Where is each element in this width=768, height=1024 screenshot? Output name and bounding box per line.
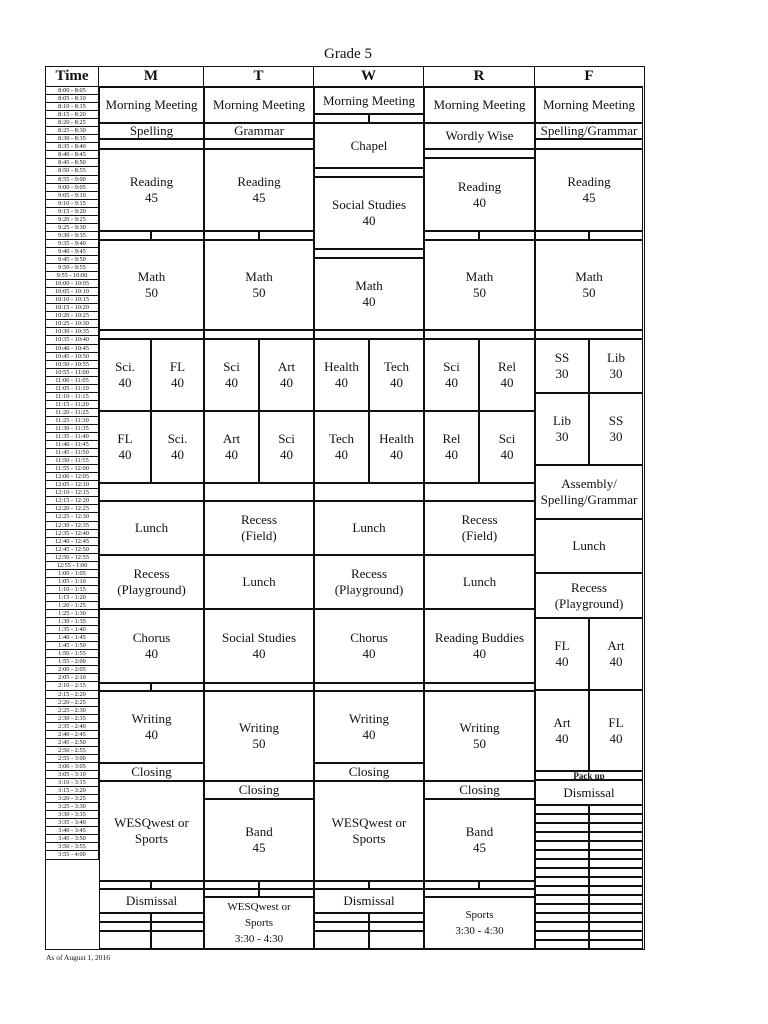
monday-closing: Closing (99, 763, 204, 781)
thursday-recess: Recess (Field) (424, 501, 535, 555)
friday-gap (535, 859, 589, 868)
wednesday-gap (369, 922, 424, 931)
time-slot: 12:45 - 12:50 (46, 546, 98, 554)
wednesday-gap (314, 168, 424, 177)
monday-gap (151, 231, 204, 240)
friday-art: Art 40 (589, 618, 643, 690)
wednesday-lunch: Lunch (314, 501, 424, 555)
friday-gap (589, 913, 643, 922)
time-slot: 2:20 - 2:25 (46, 699, 98, 707)
friday-french: FL 40 (589, 690, 643, 771)
tuesday-math: Math 50 (204, 240, 314, 330)
wednesday-health: Health 40 (314, 339, 369, 411)
time-slot: 12:35 - 12:40 (46, 530, 98, 538)
thursday-gap (479, 231, 535, 240)
time-slot: 10:45 - 10:50 (46, 353, 98, 361)
friday-pack-up: Pack up (535, 771, 643, 780)
time-slot: 12:10 - 12:15 (46, 489, 98, 497)
monday-gap (99, 931, 151, 949)
friday-gap (535, 850, 589, 859)
thursday-religion: Rel 40 (479, 339, 535, 411)
time-slot: 2:45 - 2:50 (46, 739, 98, 747)
friday-recess: Recess (Playground) (535, 573, 643, 618)
header-friday: F (535, 67, 643, 87)
time-slot: 12:55 - 1:00 (46, 562, 98, 570)
wednesday-gap (369, 114, 424, 123)
time-slot: 1:40 - 1:45 (46, 634, 98, 642)
time-slot: 11:20 - 11:25 (46, 409, 98, 417)
time-slot: 12:50 - 12:55 (46, 554, 98, 562)
friday-gap (535, 805, 589, 814)
monday-science: Sci. 40 (151, 411, 204, 483)
wednesday-gap (369, 913, 424, 922)
tuesday-gap (204, 231, 259, 240)
monday-gap (99, 483, 204, 501)
time-slot: 2:40 - 2:45 (46, 731, 98, 739)
time-slot: 9:05 - 9:10 (46, 192, 98, 200)
monday-gap (151, 931, 204, 949)
thursday-gap (424, 683, 535, 691)
tuesday-wesqwest: WESQwest or Sports 3:30 - 4:30 (204, 897, 314, 949)
time-slot: 1:15 - 1:20 (46, 594, 98, 602)
time-slot: 10:30 - 10:35 (46, 328, 98, 336)
time-slot: 9:40 - 9:45 (46, 248, 98, 256)
tuesday-science: Sci 40 (259, 411, 314, 483)
header-thursday: R (424, 67, 535, 87)
tuesday-recess: Recess (Field) (204, 501, 314, 555)
wednesday-gap (314, 483, 424, 501)
time-slot: 11:10 - 11:15 (46, 393, 98, 401)
friday-gap (535, 940, 589, 949)
time-slot: 1:50 - 1:55 (46, 650, 98, 658)
time-slot: 12:20 - 12:25 (46, 505, 98, 513)
wednesday-gap (369, 881, 424, 889)
time-slot: 10:55 - 11:00 (46, 369, 98, 377)
wednesday-gap (314, 114, 369, 123)
time-slot: 9:10 - 9:15 (46, 200, 98, 208)
time-slot: 9:30 - 9:35 (46, 232, 98, 240)
friday-gap (535, 886, 589, 895)
time-slot: 3:20 - 3:25 (46, 795, 98, 803)
wednesday-gap (314, 683, 424, 691)
time-slot: 11:25 - 11:30 (46, 417, 98, 425)
wednesday-health: Health 40 (369, 411, 424, 483)
time-slot: 3:40 - 3:45 (46, 827, 98, 835)
time-slot: 12:25 - 12:30 (46, 513, 98, 521)
time-slot: 12:40 - 12:45 (46, 538, 98, 546)
friday-gap (535, 823, 589, 832)
monday-writing: Writing 40 (99, 691, 204, 763)
friday-gap (535, 231, 589, 240)
time-slot: 3:25 - 3:30 (46, 803, 98, 811)
time-slot: 3:05 - 3:10 (46, 771, 98, 779)
thursday-gap (424, 149, 535, 158)
monday-gap (99, 881, 151, 889)
friday-gap (535, 330, 643, 339)
friday-gap (589, 931, 643, 940)
thursday-wordly-wise: Wordly Wise (424, 123, 535, 149)
friday-gap (589, 805, 643, 814)
time-slot: 11:45 - 11:50 (46, 449, 98, 457)
friday-gap (535, 814, 589, 823)
time-slot: 3:35 - 3:40 (46, 819, 98, 827)
time-slot: 2:50 - 2:55 (46, 747, 98, 755)
tuesday-grammar: Grammar (204, 123, 314, 139)
tuesday-gap (204, 683, 314, 691)
friday-spelling-grammar: Spelling/Grammar (535, 123, 643, 139)
tuesday-gap (259, 889, 314, 897)
friday-gap (535, 922, 589, 931)
time-slot: 1:05 - 1:10 (46, 578, 98, 586)
tuesday-gap (204, 139, 314, 149)
time-slot: 9:00 - 9:05 (46, 184, 98, 192)
thursday-writing: Writing 50 (424, 691, 535, 781)
time-slot: 11:00 - 11:05 (46, 377, 98, 385)
header-tuesday: T (204, 67, 314, 87)
tuesday-science: Sci 40 (204, 339, 259, 411)
tuesday-gap (259, 881, 314, 889)
wednesday-tech: Tech 40 (314, 411, 369, 483)
friday-gap (535, 841, 589, 850)
time-slot: 8:20 - 8:25 (46, 119, 98, 127)
thursday-gap (424, 483, 535, 501)
time-slot: 2:00 - 2:05 (46, 666, 98, 674)
time-slot: 3:50 - 3:55 (46, 843, 98, 851)
time-slot: 1:20 - 1:25 (46, 602, 98, 610)
time-slot: 2:25 - 2:30 (46, 707, 98, 715)
time-slot: 11:15 - 11:20 (46, 401, 98, 409)
thursday-reading: Reading 40 (424, 158, 535, 231)
friday-assembly: Assembly/ Spelling/Grammar (535, 465, 643, 519)
time-slot: 3:55 - 4:00 (46, 851, 98, 859)
schedule-grid (45, 66, 645, 950)
tuesday-gap (259, 231, 314, 240)
wednesday-gap (314, 922, 369, 931)
friday-gap (589, 868, 643, 877)
time-slot: 8:55 - 9:00 (46, 176, 98, 184)
friday-gap (589, 895, 643, 904)
monday-gap (99, 139, 204, 149)
thursday-gap (479, 881, 535, 889)
time-slot: 11:40 - 11:45 (46, 441, 98, 449)
friday-morning-meeting: Morning Meeting (535, 87, 643, 123)
friday-gap (535, 913, 589, 922)
time-slot: 8:25 - 8:30 (46, 127, 98, 135)
time-slot: 11:50 - 11:55 (46, 457, 98, 465)
time-slot: 12:15 - 12:20 (46, 497, 98, 505)
thursday-lunch: Lunch (424, 555, 535, 609)
thursday-science: Sci 40 (424, 339, 479, 411)
tuesday-gap (204, 889, 259, 897)
tuesday-social-studies: Social Studies 40 (204, 609, 314, 683)
friday-gap (589, 832, 643, 841)
tuesday-gap (204, 483, 314, 501)
tuesday-gap (204, 881, 259, 889)
time-slot: 10:15 - 10:20 (46, 304, 98, 312)
time-slot: 1:25 - 1:30 (46, 610, 98, 618)
thursday-gap (424, 889, 535, 897)
wednesday-wesqwest: WESQwest or Sports (314, 781, 424, 881)
page-title: Grade 5 (324, 46, 372, 62)
time-slot: 9:45 - 9:50 (46, 256, 98, 264)
time-slot: 8:45 - 8:50 (46, 159, 98, 167)
friday-gap (535, 832, 589, 841)
time-slot: 2:30 - 2:35 (46, 715, 98, 723)
time-slot: 8:35 - 8:40 (46, 143, 98, 151)
monday-gap (99, 913, 151, 922)
time-slot: 8:15 - 8:20 (46, 111, 98, 119)
monday-science: Sci. 40 (99, 339, 151, 411)
monday-gap (99, 922, 151, 931)
time-slot: 1:45 - 1:50 (46, 642, 98, 650)
monday-chorus: Chorus 40 (99, 609, 204, 683)
time-slot: 10:35 - 10:40 (46, 336, 98, 344)
time-slot: 3:10 - 3:15 (46, 779, 98, 787)
time-slot: 9:35 - 9:40 (46, 240, 98, 248)
friday-reading: Reading 45 (535, 149, 643, 231)
monday-gap (99, 683, 151, 691)
time-slot: 12:05 - 12:10 (46, 481, 98, 489)
time-slot: 10:25 - 10:30 (46, 320, 98, 328)
time-slot: 1:55 - 2:00 (46, 658, 98, 666)
time-slot: 2:15 - 2:20 (46, 691, 98, 699)
monday-gap (151, 881, 204, 889)
wednesday-gap (314, 330, 424, 339)
wednesday-dismissal: Dismissal (314, 889, 424, 913)
thursday-morning-meeting: Morning Meeting (424, 87, 535, 123)
friday-gap (589, 850, 643, 859)
friday-gap (589, 922, 643, 931)
thursday-gap (424, 881, 479, 889)
monday-french: FL 40 (99, 411, 151, 483)
tuesday-writing: Writing 50 (204, 691, 314, 781)
friday-lunch: Lunch (535, 519, 643, 573)
wednesday-chapel: Chapel (314, 123, 424, 168)
monday-reading: Reading 45 (99, 149, 204, 231)
time-slot: 8:30 - 8:35 (46, 135, 98, 143)
time-slot: 10:05 - 10:10 (46, 288, 98, 296)
time-slot: 9:15 - 9:20 (46, 208, 98, 216)
wednesday-chorus: Chorus 40 (314, 609, 424, 683)
time-slot: 1:00 - 1:05 (46, 570, 98, 578)
time-slot: 3:00 - 3:05 (46, 763, 98, 771)
thursday-sports: Sports 3:30 - 4:30 (424, 897, 535, 949)
friday-gap (589, 877, 643, 886)
tuesday-art: Art 40 (204, 411, 259, 483)
wednesday-math: Math 40 (314, 258, 424, 330)
tuesday-lunch: Lunch (204, 555, 314, 609)
friday-gap (589, 231, 643, 240)
monday-gap (99, 330, 204, 339)
thursday-reading-buddies: Reading Buddies 40 (424, 609, 535, 683)
monday-gap (151, 922, 204, 931)
time-slot: 3:15 - 3:20 (46, 787, 98, 795)
time-column (46, 87, 99, 860)
friday-social-studies: SS 30 (589, 393, 643, 465)
monday-gap (151, 683, 204, 691)
time-slot: 10:10 - 10:15 (46, 296, 98, 304)
time-slot: 11:05 - 11:10 (46, 385, 98, 393)
friday-gap (535, 868, 589, 877)
time-slot: 8:00 - 8:05 (46, 87, 98, 95)
time-slot: 11:55 - 12:00 (46, 465, 98, 473)
monday-math: Math 50 (99, 240, 204, 330)
header-wednesday: W (314, 67, 424, 87)
monday-gap (151, 913, 204, 922)
time-slot: 2:05 - 2:10 (46, 674, 98, 682)
monday-morning-meeting: Morning Meeting (99, 87, 204, 123)
time-slot: 3:30 - 3:35 (46, 811, 98, 819)
time-slot: 11:30 - 11:35 (46, 425, 98, 433)
friday-math: Math 50 (535, 240, 643, 330)
thursday-closing: Closing (424, 781, 535, 799)
friday-social-studies: SS 30 (535, 339, 589, 393)
time-slot: 10:20 - 10:25 (46, 312, 98, 320)
time-slot: 2:10 - 2:15 (46, 682, 98, 690)
time-slot: 9:50 - 9:55 (46, 264, 98, 272)
thursday-science: Sci 40 (479, 411, 535, 483)
tuesday-morning-meeting: Morning Meeting (204, 87, 314, 123)
time-slot: 1:35 - 1:40 (46, 626, 98, 634)
time-slot: 2:55 - 3:00 (46, 755, 98, 763)
time-slot: 9:55 - 10:00 (46, 272, 98, 280)
time-slot: 8:50 - 8:55 (46, 167, 98, 175)
header-time: Time (46, 67, 99, 87)
friday-art: Art 40 (535, 690, 589, 771)
friday-gap (535, 931, 589, 940)
friday-gap (589, 841, 643, 850)
wednesday-morning-meeting: Morning Meeting (314, 87, 424, 114)
wednesday-gap (314, 249, 424, 258)
friday-gap (589, 904, 643, 913)
friday-gap (589, 823, 643, 832)
friday-gap (589, 814, 643, 823)
time-slot: 8:10 - 8:15 (46, 103, 98, 111)
friday-gap (535, 877, 589, 886)
time-slot: 10:40 - 10:45 (46, 345, 98, 353)
time-slot: 8:40 - 8:45 (46, 151, 98, 159)
wednesday-gap (369, 931, 424, 949)
monday-spelling: Spelling (99, 123, 204, 139)
time-slot: 2:35 - 2:40 (46, 723, 98, 731)
tuesday-reading: Reading 45 (204, 149, 314, 231)
friday-gap (535, 904, 589, 913)
header-monday: M (99, 67, 204, 87)
time-slot: 9:20 - 9:25 (46, 216, 98, 224)
thursday-gap (424, 330, 535, 339)
friday-gap (535, 139, 643, 149)
monday-dismissal: Dismissal (99, 889, 204, 913)
wednesday-closing: Closing (314, 763, 424, 781)
time-slot: 11:35 - 11:40 (46, 433, 98, 441)
friday-gap (535, 895, 589, 904)
wednesday-recess: Recess (Playground) (314, 555, 424, 609)
monday-wesqwest: WESQwest or Sports (99, 781, 204, 881)
friday-dismissal: Dismissal (535, 780, 643, 805)
wednesday-social-studies: Social Studies 40 (314, 177, 424, 249)
monday-french: FL 40 (151, 339, 204, 411)
friday-gap (589, 940, 643, 949)
thursday-band: Band 45 (424, 799, 535, 881)
time-slot: 8:05 - 8:10 (46, 95, 98, 103)
monday-recess: Recess (Playground) (99, 555, 204, 609)
time-slot: 12:00 - 12:05 (46, 473, 98, 481)
monday-lunch: Lunch (99, 501, 204, 555)
friday-gap (589, 859, 643, 868)
time-slot: 1:10 - 1:15 (46, 586, 98, 594)
friday-gap (589, 886, 643, 895)
thursday-math: Math 50 (424, 240, 535, 330)
time-slot: 12:30 - 12:35 (46, 522, 98, 530)
wednesday-tech: Tech 40 (369, 339, 424, 411)
wednesday-gap (314, 931, 369, 949)
time-slot: 9:25 - 9:30 (46, 224, 98, 232)
thursday-religion: Rel 40 (424, 411, 479, 483)
time-slot: 10:50 - 10:55 (46, 361, 98, 369)
wednesday-writing: Writing 40 (314, 691, 424, 763)
wednesday-gap (314, 881, 369, 889)
footer-date: As of August 1, 2016 (46, 953, 110, 962)
friday-library: Lib 30 (535, 393, 589, 465)
time-slot: 10:00 - 10:05 (46, 280, 98, 288)
time-slot: 1:30 - 1:35 (46, 618, 98, 626)
time-slot: 3:45 - 3:50 (46, 835, 98, 843)
wednesday-gap (314, 913, 369, 922)
thursday-gap (424, 231, 479, 240)
tuesday-band: Band 45 (204, 799, 314, 881)
tuesday-gap (204, 330, 314, 339)
friday-french: FL 40 (535, 618, 589, 690)
monday-gap (99, 231, 151, 240)
tuesday-closing: Closing (204, 781, 314, 799)
friday-library: Lib 30 (589, 339, 643, 393)
tuesday-art: Art 40 (259, 339, 314, 411)
